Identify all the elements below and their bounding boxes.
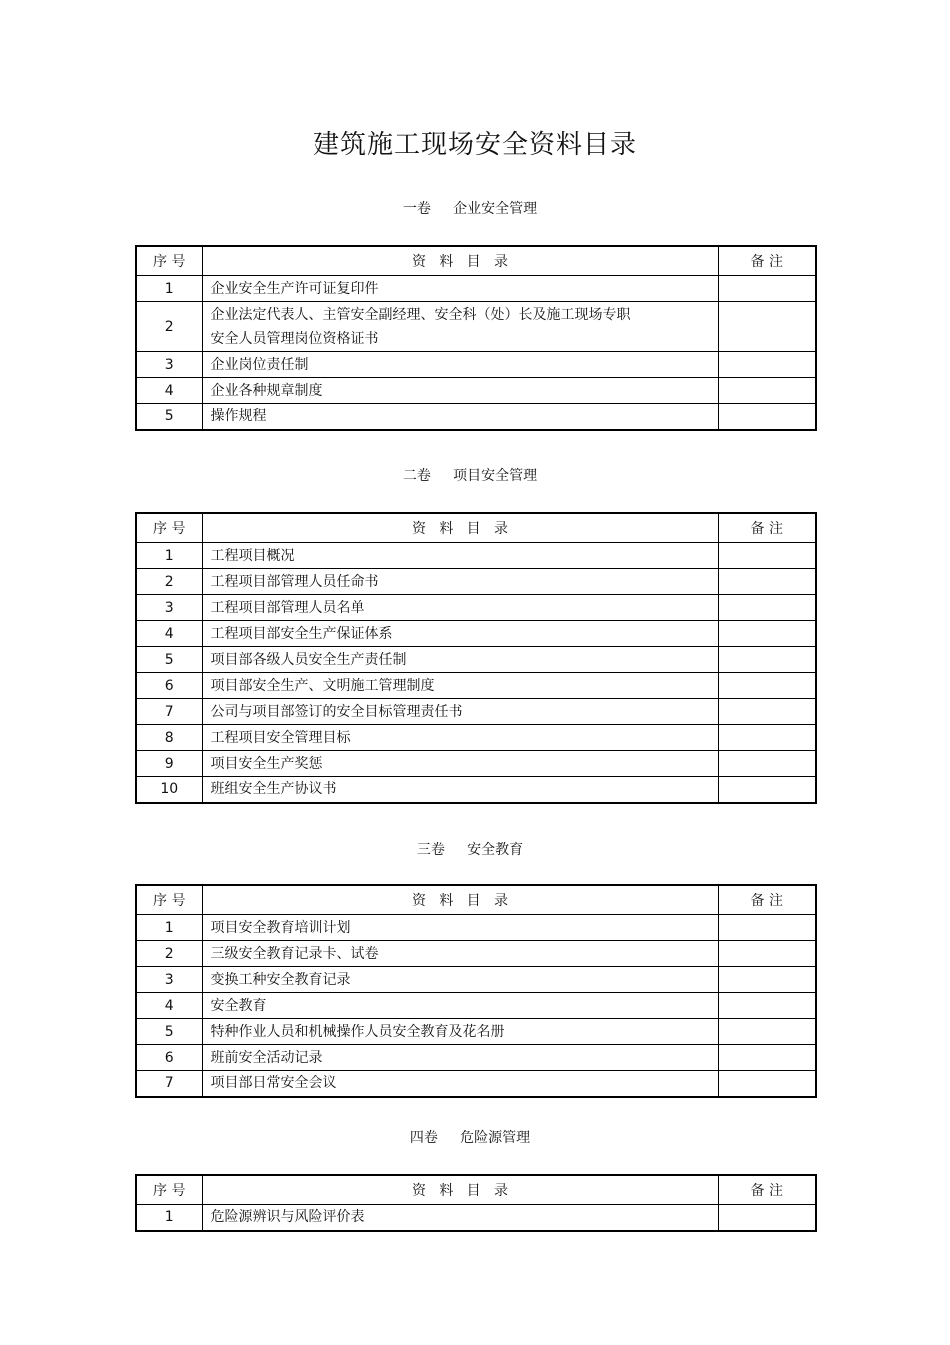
row-number: 8: [136, 725, 202, 751]
row-note: [718, 569, 816, 595]
header-no: 序 号: [136, 513, 202, 543]
row-note: [718, 543, 816, 569]
row-number: 9: [136, 751, 202, 777]
table-row: [136, 1205, 816, 1231]
row-note: [718, 751, 816, 777]
table-row: [136, 1071, 816, 1097]
row-item: [202, 302, 718, 352]
row-note: [718, 725, 816, 751]
table-row: [136, 967, 816, 993]
row-number: 7: [136, 699, 202, 725]
row-note: [718, 699, 816, 725]
row-number: 1: [136, 276, 202, 302]
row-item: 企业岗位责任制: [202, 352, 718, 378]
row-item: 企业安全生产许可证复印件: [202, 276, 718, 302]
directory-table-4: [135, 1174, 817, 1232]
row-note: [718, 941, 816, 967]
row-item: 操作规程: [202, 404, 718, 430]
table-row: [136, 993, 816, 1019]
row-number: 5: [136, 1019, 202, 1045]
table-row: [136, 941, 816, 967]
row-item: 班组安全生产协议书: [202, 777, 718, 803]
table-row: [136, 378, 816, 404]
row-note: [718, 1019, 816, 1045]
row-number: 5: [136, 404, 202, 430]
row-note: [718, 673, 816, 699]
table-row: [136, 595, 816, 621]
table-row: [136, 404, 816, 430]
row-number: 4: [136, 621, 202, 647]
volume-heading-1: 一卷 企业安全管理: [402, 201, 538, 217]
header-note: 备 注: [718, 513, 816, 543]
header-no: 序 号: [136, 885, 202, 915]
table-row: [136, 699, 816, 725]
row-item: 特种作业人员和机械操作人员安全教育及花名册: [202, 1019, 718, 1045]
row-note: [718, 777, 816, 803]
row-note: [718, 915, 816, 941]
table-row: [136, 673, 816, 699]
row-note: [718, 993, 816, 1019]
row-note: [718, 352, 816, 378]
row-item: 项目安全教育培训计划: [202, 915, 718, 941]
row-note: [718, 1205, 816, 1231]
row-item: 项目安全生产奖惩: [202, 751, 718, 777]
directory-table-1: [135, 245, 817, 431]
row-number: 3: [136, 967, 202, 993]
row-number: 3: [136, 595, 202, 621]
row-item: 班前安全活动记录: [202, 1045, 718, 1071]
header-content: 资 料 目 录: [202, 1175, 718, 1205]
row-note: [718, 967, 816, 993]
row-item: 公司与项目部签订的安全目标管理责任书: [202, 699, 718, 725]
row-item: 变换工种安全教育记录: [202, 967, 718, 993]
row-number: 3: [136, 352, 202, 378]
row-item: 企业各种规章制度: [202, 378, 718, 404]
row-number: 1: [136, 915, 202, 941]
row-number: 5: [136, 647, 202, 673]
header-note: 备 注: [718, 885, 816, 915]
row-item: 工程项目安全管理目标: [202, 725, 718, 751]
row-note: [718, 276, 816, 302]
row-note: [718, 404, 816, 430]
row-note: [718, 1045, 816, 1071]
table-row: [136, 915, 816, 941]
row-number: 1: [136, 1205, 202, 1231]
table-row: [136, 302, 816, 352]
row-number: 2: [136, 302, 202, 352]
header-no: 序 号: [136, 246, 202, 276]
row-item: 安全教育: [202, 993, 718, 1019]
row-item-line: 企业法定代表人、主管安全副经理、安全科（处）长及施工现场专职: [210, 306, 631, 323]
table-row: [136, 725, 816, 751]
row-note: [718, 302, 816, 352]
row-note: [718, 1071, 816, 1097]
row-note: [718, 621, 816, 647]
row-number: 4: [136, 993, 202, 1019]
table-row: [136, 352, 816, 378]
volume-heading-2: 二卷 项目安全管理: [402, 468, 538, 484]
table-row: [136, 647, 816, 673]
row-number: 2: [136, 569, 202, 595]
row-note: [718, 647, 816, 673]
header-note: 备 注: [718, 1175, 816, 1205]
header-content: 资 料 目 录: [202, 885, 718, 915]
header-content: 资 料 目 录: [202, 513, 718, 543]
table-row: [136, 751, 816, 777]
row-number: 6: [136, 1045, 202, 1071]
table-row: [136, 276, 816, 302]
table-row: [136, 777, 816, 803]
directory-table-3: [135, 884, 817, 1098]
table-row: [136, 1045, 816, 1071]
directory-table-2: [135, 512, 817, 804]
row-item: 工程项目部安全生产保证体系: [202, 621, 718, 647]
row-number: 4: [136, 378, 202, 404]
row-item: 工程项目概况: [202, 543, 718, 569]
page-title: 建筑施工现场安全资料目录: [312, 130, 637, 160]
table-row: [136, 543, 816, 569]
row-item: 工程项目部管理人员名单: [202, 595, 718, 621]
row-number: 1: [136, 543, 202, 569]
row-number: 10: [136, 777, 202, 803]
table-row: [136, 621, 816, 647]
row-item: 项目部日常安全会议: [202, 1071, 718, 1097]
row-item: 三级安全教育记录卡、试卷: [202, 941, 718, 967]
volume-heading-4: 四卷 危险源管理: [409, 1130, 531, 1146]
row-note: [718, 595, 816, 621]
row-item: 危险源辨识与风险评价表: [202, 1205, 718, 1231]
row-item: 项目部安全生产、文明施工管理制度: [202, 673, 718, 699]
volume-heading-3: 三卷 安全教育: [416, 842, 524, 858]
row-number: 6: [136, 673, 202, 699]
row-item-line: 安全人员管理岗位资格证书: [210, 330, 379, 347]
row-number: 7: [136, 1071, 202, 1097]
table-row: [136, 569, 816, 595]
header-note: 备 注: [718, 246, 816, 276]
header-content: 资 料 目 录: [202, 246, 718, 276]
row-item: 项目部各级人员安全生产责任制: [202, 647, 718, 673]
row-number: 2: [136, 941, 202, 967]
header-no: 序 号: [136, 1175, 202, 1205]
table-row: [136, 1019, 816, 1045]
row-note: [718, 378, 816, 404]
row-item: 工程项目部管理人员任命书: [202, 569, 718, 595]
